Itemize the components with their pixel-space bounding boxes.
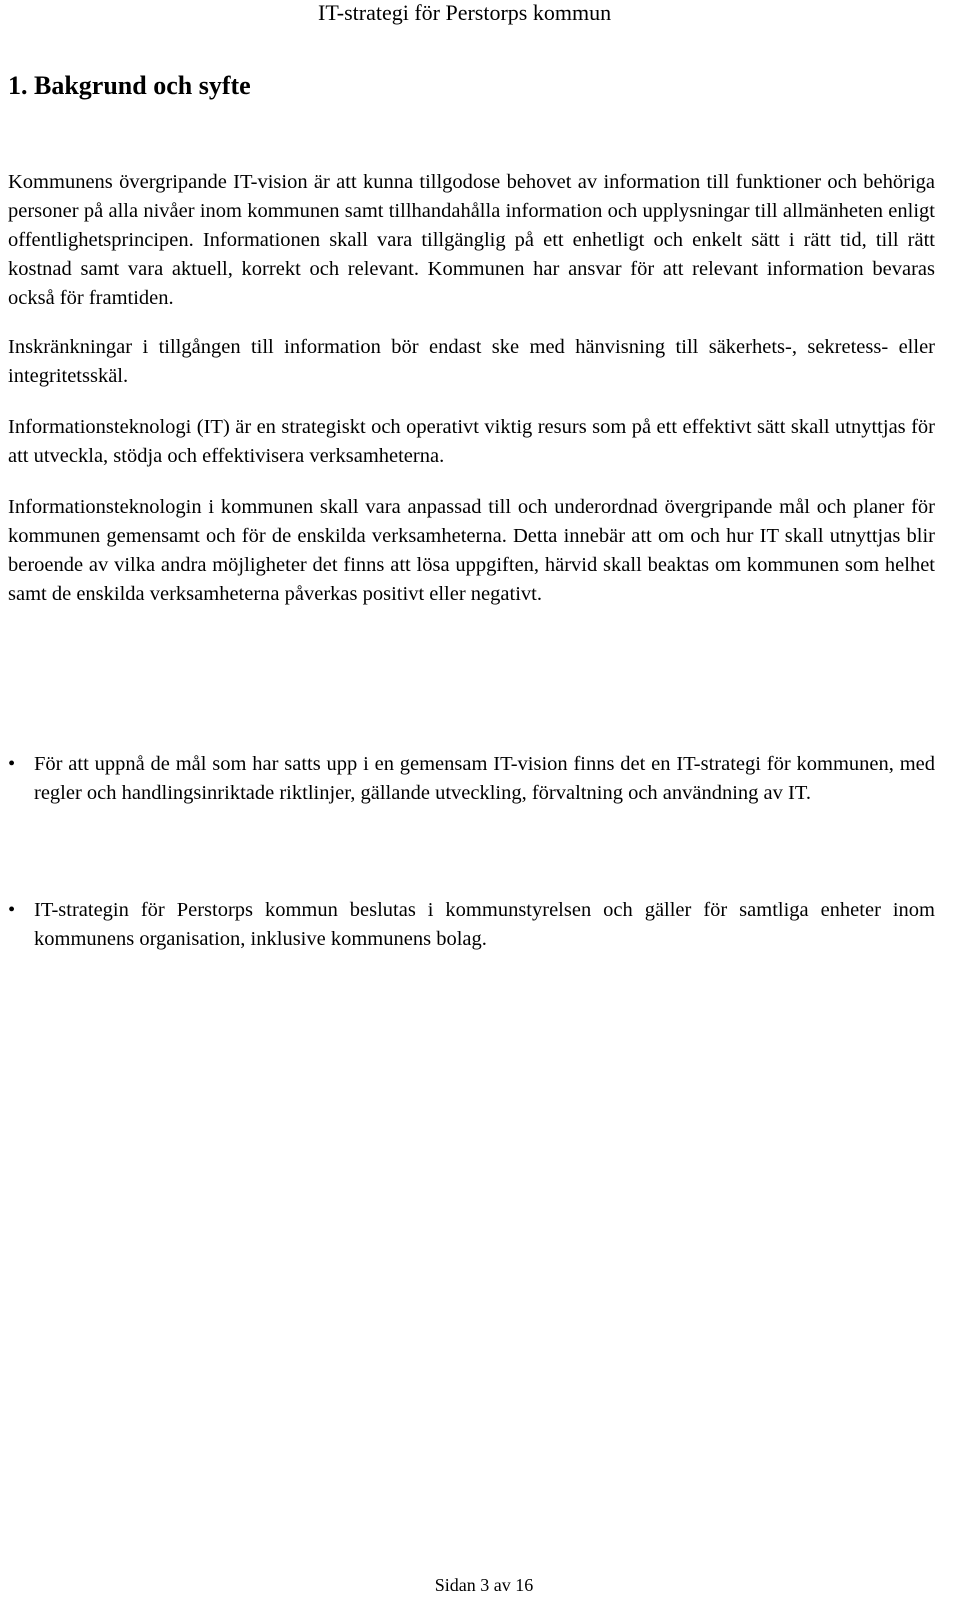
section-heading: 1. Bakgrund och syfte (8, 71, 251, 100)
paragraph-it-vision: Kommunens övergripande IT-vision är att kunna tillgodose behovet av information till funktioner och behöriga personer på alla nivåer inom kommunen samt tillhandahålla information och upplysningar till allmänheten enligt offentlighetsprincipen. Informationen skall vara tillgänglig på ett enhetligt och enkelt sätt i rätt tid, till rätt kostnad samt vara aktuell, korrekt och relevant. Kommunen har ansvar för att relevant information bevaras också för framtiden. (8, 171, 935, 309)
paragraph-it-resource: Informationsteknologi (IT) är en strategiskt och operativt viktig resurs som på ett effektivt sätt skall utnyttjas för att utveckla, stödja och effektivisera verksamheterna. (8, 416, 935, 467)
bullet-text-it-strategy: För att uppnå de mål som har satts upp i en gemensam IT-vision finns det en IT-strategi för kommunen, med regler och handlingsinriktade riktlinjer, gällande utveckling, förvaltning och användning av IT. (34, 753, 935, 804)
body-text (8, 168, 935, 609)
bullet-list-item (8, 896, 935, 954)
paragraph-it-subordinate: Informationsteknologin i kommunen skall vara anpassad till och underordnad övergripande mål och planer för kommunen gemensamt och för de enskilda verksamheterna. Detta innebär att om och hur IT skall utnyttjas blir beroende av vilka andra möjligheter det finns att lösa uppgiften, härvid skall beaktas om kommunen som helhet samt de enskilda verksamheterna påverkas positivt eller negativt. (8, 496, 935, 605)
page-number-footer: Sidan 3 av 16 (434, 1575, 534, 1595)
bullet-icon: • (8, 899, 16, 921)
bullet-icon: • (8, 753, 16, 775)
bullet-list-item (8, 750, 935, 808)
running-header: IT-strategi för Perstorps kommun (318, 0, 612, 25)
paragraph-restrictions: Inskränkningar i tillgången till information bör endast ske med hänvisning till säkerhets-, sekretess- eller integritetsskäl. (8, 336, 935, 387)
bullet-text-decision: IT-strategin för Perstorps kommun beslutas i kommunstyrelsen och gäller för samtliga enheter inom kommunens organisation, inklusive kommunens bolag. (34, 899, 935, 950)
